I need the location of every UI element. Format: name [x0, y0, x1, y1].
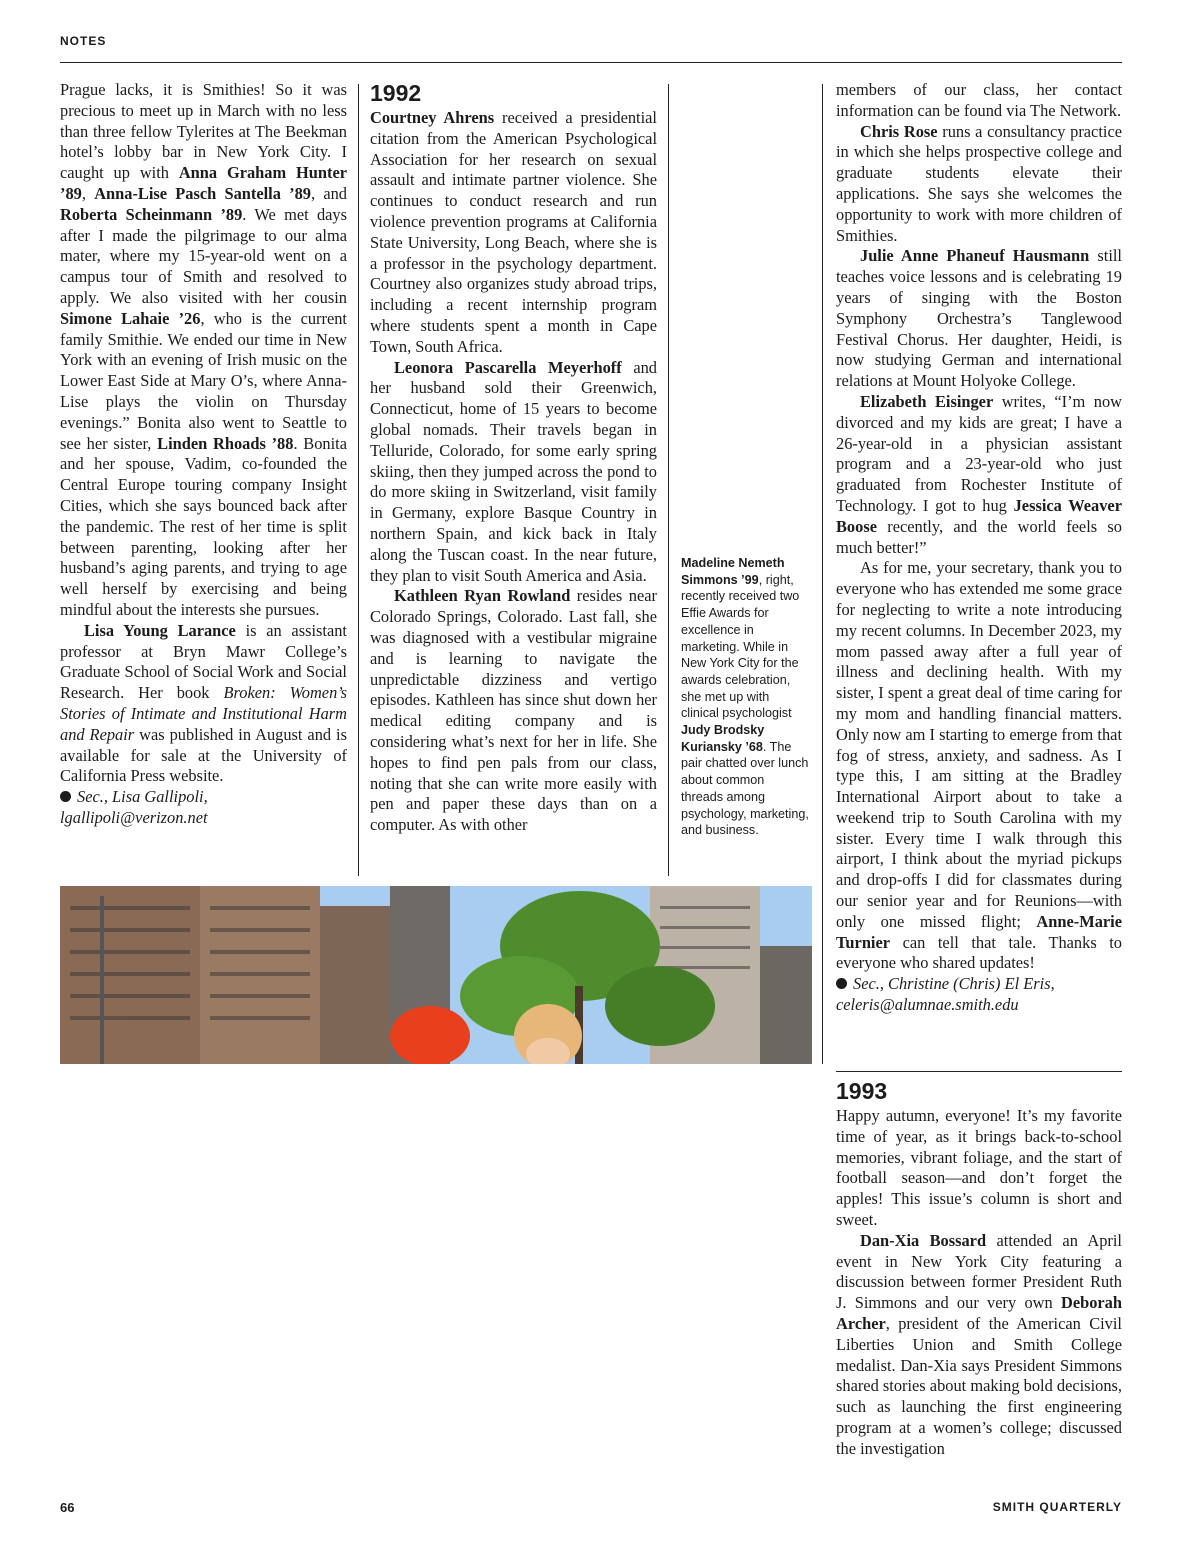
name-highlight: Jessica Weaver Boose	[836, 495, 1122, 536]
name-highlight: Simone Lahaie ’26	[60, 308, 201, 328]
name-highlight: Linden Rhoads ’88	[157, 433, 294, 453]
bullet-icon	[836, 978, 847, 989]
secretary-signature: Sec., Christine (Chris) El Eris,	[836, 974, 1122, 995]
name-highlight: Judy Brodsky Kuriansky ’68	[681, 723, 765, 754]
paragraph	[370, 358, 657, 587]
text-run: writes, “I’m now divorced and my kids are great; I have a 26-year-old in a physician assistant program and a 23-year-old who just graduated from Rochester Institute of Technology. I got to hug	[836, 391, 1122, 515]
text-run: , president of the American Civil Liberties Union and Smith College medalist. Dan-Xia says President Simmons shared stories about making bold decisions, such as launching the first engineering program at a women’s college; discussed the investigation	[836, 1313, 1122, 1458]
name-highlight: Dan-Xia Bossard	[860, 1230, 987, 1250]
page-number: 66	[60, 1500, 75, 1515]
text-run: resides near Colorado Springs, Colorado. Last fall, she was diagnosed with a vestibular migraine and is learning to navigate the unpredictable dizziness and vertigo episodes. Kathleen has since shut down her medical editing company and is considering what’s next for her in life. She hopes to find pen pals from our class, noting that she can write more easily with pen and paper these days than on a computer. As with other	[370, 586, 657, 835]
secretary-email[interactable]: lgallipoli@verizon.net	[60, 807, 208, 827]
paragraph	[370, 108, 657, 358]
column-1	[60, 80, 347, 829]
name-highlight: Elizabeth Eisinger	[860, 391, 994, 411]
book-title: Broken: Women’s Stories of Intimate and Institutional Harm and Repair	[60, 683, 348, 744]
paragraph	[836, 1231, 1122, 1460]
name-highlight: Roberta Scheinmann ’89	[60, 204, 243, 224]
text-run: , who is the current family Smithie. We ended our time in New York with an evening of Irish music on the Lower East Side at Mary O’s, where Anna-Lise plays the violin on Thursday evenings.” Bonita also went to Seattle to see her sister,	[60, 308, 347, 453]
column-3-continued	[836, 1078, 1122, 1460]
name-highlight: Anne-Marie Turnier	[836, 911, 1122, 952]
text-run: Happy autumn, everyone! It’s my favorite time of year, as it brings back-to-school memories, vibrant foliage, and the start of football season—and don’t forget the apples! This issue’s column is short and sweet.	[836, 1106, 1122, 1229]
text-run: received a presidential citation from the American Psychological Association for her research on sexual assault and intimate partner violence. She continues to conduct research and run violence prevention programs at California State University, Long Beach, where she is a professor in the psychology department. Courtney also organizes study abroad trips, including a recent internship program where students spent a month in Cape Town, South Africa.	[370, 108, 657, 356]
name-highlight: Deborah Archer	[836, 1293, 1122, 1333]
text-run: , and	[311, 183, 347, 203]
name-highlight: Madeline Nemeth Simmons ’99	[681, 556, 785, 587]
text-run: ,	[81, 183, 95, 203]
text-run: attended an April event in New York City featuring a discussion between former President Ruth J. Simmons and our very own	[836, 1230, 1122, 1313]
photo-caption	[681, 555, 809, 839]
text-run: . Bonita and her spouse, Vadim, co-founded the Central Europe touring company Insight Cities, which she says bounced back after the pandemic. The rest of her time is split between parenting, looking after her husband’s aging parents, and trying to age well herself by exercising and being mindful about the interests she pursues.	[60, 433, 347, 619]
text-run: As for me, your secretary, thank you to everyone who has extended me some grace for neglecting to write a note introducing my recent columns. In December 2023, my mom passed away after a full year of illness and declining health. With my sister, I spent a great deal of time caring for my mom and handling financial matters. Only now am I starting to emerge from that fog of stress, anxiety, and sadness. As I type this, I am sitting at the Bradley International Airport about to take a weekend trip to South Carolina with my sister. Every time I walk through this airport, I think about the myriad pickups and drop-offs I did for classmates during our senior year and for Reunions—with only one missed flight;	[836, 558, 1122, 931]
text-run: runs a consultancy practice in which she helps prospective college and graduate students elevate their applications. She says she welcomes the opportunity to work with more children of Smithies.	[836, 121, 1122, 245]
text-run: recently, and the world feels so much better!”	[836, 516, 1122, 557]
text-run: is an assistant professor at Bryn Mawr College’s Graduate School of Social Work and Social Research. Her book	[60, 620, 347, 703]
name-highlight: Lisa Young Larance	[84, 620, 236, 640]
class-year-heading: 1993	[836, 1078, 888, 1104]
column-divider	[668, 84, 669, 876]
name-highlight: Anna Graham Hunter ’89	[60, 163, 347, 203]
text-run: still teaches voice lessons and is celebrating 19 years of singing with the Boston Symphony Orchestra’s Tanglewood Festival Chorus. Her daughter, Heidi, is now studying German and international relations at Mount Holyoke College.	[836, 246, 1122, 391]
text-run: and her husband sold their Greenwich, Connecticut, home of 15 years to become global nomads. Their travels began in Telluride, Colorado, for some early spring skiing, then they jumped across the pond to do more skiing in Switzerland, visit family in Germany, explore Basque Country in northern Spain, and kick back in Italy along the Tuscan coast. In the near future, they plan to visit South America and Asia.	[370, 357, 658, 585]
name-highlight: Kathleen Ryan Rowland	[394, 586, 571, 606]
paragraph	[836, 246, 1122, 392]
name-highlight: Leonora Pascarella Meyerhoff	[394, 357, 622, 377]
paragraph	[836, 1106, 1122, 1231]
column-2	[370, 80, 657, 836]
paragraph	[60, 80, 347, 621]
publication-name: SMITH QUARTERLY	[992, 1500, 1122, 1514]
paragraph	[836, 80, 1122, 122]
column-3	[836, 80, 1122, 1016]
paragraph	[836, 558, 1122, 974]
class-year-rule	[836, 1071, 1122, 1072]
text-run: can tell that tale. Thanks to everyone who shared updates!	[836, 932, 1122, 973]
text-run: Prague lacks, it is Smithies! So it was precious to meet up in March with no less than three fellow Tylerites at The Beekman hotel’s lobby bar in New York City. I caught up with	[60, 80, 347, 183]
paragraph	[836, 392, 1122, 558]
paragraph	[370, 586, 657, 836]
secretary-email[interactable]: celeris@alumnae.smith.edu	[836, 995, 1019, 1015]
secretary-signature: Sec., Lisa Gallipoli,	[60, 787, 347, 808]
text-run: . The pair chatted over lunch about common threads among psychology, marketing, and business.	[681, 739, 809, 838]
bullet-icon	[60, 791, 71, 802]
paragraph	[60, 621, 347, 787]
text-run: members of our class, her contact information can be found via The Network.	[836, 80, 1122, 120]
section-label: NOTES	[60, 34, 107, 48]
street-photo	[60, 886, 812, 1064]
name-highlight: Chris Rose	[860, 121, 938, 141]
text-run: . We met days after I made the pilgrimage to our alma mater, where my 15-year-old went on a campus tour of Smith and resolved to apply. We also visited with her cousin	[60, 204, 347, 307]
column-divider	[822, 84, 823, 1064]
name-highlight: Courtney Ahrens	[370, 108, 495, 127]
name-highlight: Anna-Lise Pasch Santella ’89	[94, 183, 311, 203]
paragraph	[836, 122, 1122, 247]
header-rule	[60, 62, 1122, 63]
text-run: , right, recently received two Effie Awards for excellence in marketing. While in New York City for the awards celebration, she met up with clinical psychologist	[681, 572, 800, 721]
column-divider	[358, 84, 359, 876]
text-run: was published in August and is available for sale at the University of California Press website.	[60, 724, 347, 786]
class-year-heading: 1992	[370, 80, 422, 106]
name-highlight: Julie Anne Phaneuf Hausmann	[860, 246, 1090, 266]
